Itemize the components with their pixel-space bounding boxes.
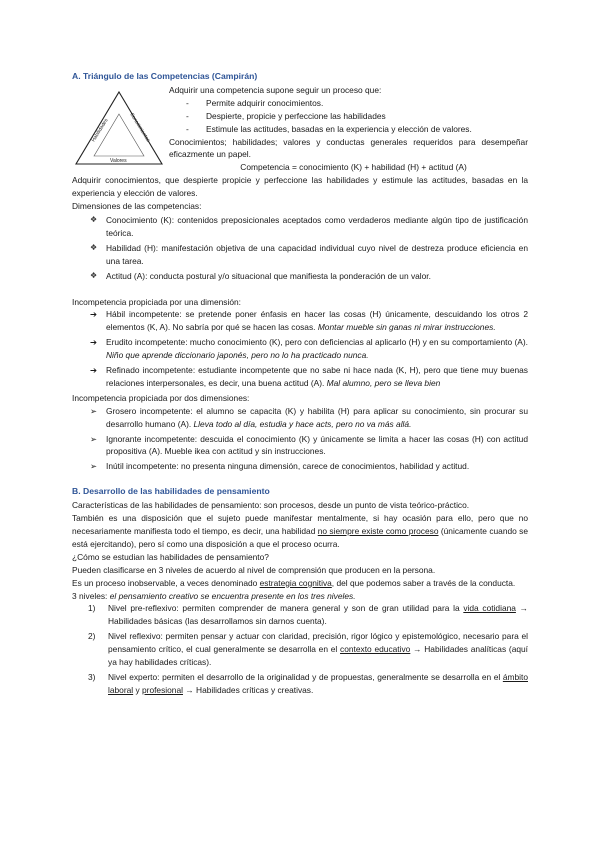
dimension-text: Conocimiento (K): contenidos preposicionales aceptados como verdaderos mediante algún tipo de justificación teórica.: [106, 214, 528, 238]
triangle-intro-text: [167, 84, 528, 174]
triangle-base-label: Valores: [110, 157, 127, 164]
example-text: Niño que aprende diccionario japonés, pero no lo ha practicado nunca.: [106, 350, 369, 361]
arrow-bullet-icon: ➔: [90, 365, 98, 376]
level-item: 2) Nivel reflexivo: permiten pensar y actuar con claridad, precisión, rigor lógico y epistemológico, necesario para el pensamiento crítico, el cual generalmente se desarrolla en el contexto educativo → Habilidades analíticas (aquí ya hay habilidades críticas).: [88, 631, 528, 668]
levels-list: [72, 602, 528, 696]
process-item: - Despierte, propicie y perfeccione las habilidades: [186, 110, 528, 123]
process-intro: Adquirir una competencia supone seguir un proceso que:: [169, 84, 382, 95]
incompetence-item: ➢ Grosero incompetente: el alumno se capacita (K) y habilita (H) para aplicar su conocimiento, sin procurar su desarrollo humano (A). Lleva todo al día, estudia y hace acts, pero no va más allá.: [90, 405, 528, 429]
level-item: 3) Nivel experto: permiten el desarrollo de la originalidad y de propuestas, generalmente se desarrolla en el ámbito laboral y profesional → Habilidades críticas y creativas.: [88, 671, 528, 695]
triangle-intro-block: [72, 84, 528, 174]
incompetence-item: ➔ Refinado incompetente: estudiante incompetente que no sabe ni hace nada (K, H), pero que tiene muy buenas relaciones interpersonales, es decir, una buena actitud (A). Mal alumno, pero se lleva bien: [90, 365, 528, 388]
competence-definition: Conocimientos; habilidades; valores y conductas generales requeridos para desempeñar eficazmente un papel.: [169, 136, 528, 160]
diamond-bullet-icon: ❖: [90, 270, 98, 280]
skills-classification: Pueden clasificarse en 3 niveles de acuerdo al nivel de comprensión que producen en la persona.: [72, 564, 436, 575]
triangle-left-label: Habilidades: [90, 117, 110, 143]
dimension-item: [90, 270, 528, 283]
skills-question: ¿Cómo se estudian las habilidades de pensamiento?: [72, 551, 269, 562]
arrow-bullet-icon: ➔: [90, 309, 98, 320]
two-dimension-title: Incompetencia propiciada por dos dimensiones:: [72, 392, 250, 403]
example-text: Montar mueble sin ganas ni mirar instrucciones.: [317, 322, 496, 333]
competence-summary: Adquirir conocimientos, que despierte propicie y perfeccione las habilidades y estimule las actitudes, basadas en la experiencia y elección de valores.: [72, 175, 528, 199]
dimensions-title: Dimensiones de las competencias:: [72, 201, 202, 212]
section-a-heading: A. Triángulo de las Competencias (Campirán): [72, 71, 258, 81]
chevron-bullet-icon: ➢: [90, 433, 98, 444]
incompetence-item: ➔ Erudito incompetente: mucho conocimiento (K), pero con deficiencias al aplicarlo (H) y en su comportamiento (A). Niño que aprende diccionario japonés, pero no lo ha practicado nunca.: [90, 337, 528, 361]
dimensions-list: [72, 214, 528, 283]
process-item: - Estimule las actitudes, basadas en la experiencia y elección de valores.: [186, 123, 528, 136]
process-item: - Permite adquirir conocimientos.: [186, 97, 528, 110]
example-text: Mal alumno, pero se lleva bien: [326, 377, 441, 388]
dimension-item: [90, 214, 528, 240]
one-dimension-title: Incompetencia propiciada por una dimensión:: [72, 296, 242, 307]
process-list: [169, 97, 528, 136]
incompetence-item: ➢ Ignorante incompetente: descuida el conocimiento (K) y únicamente se limita a hacer las cosas (H) con actitud propositiva (A). Mueble ikea con actitud y sin instrucciones.: [90, 433, 528, 457]
competence-formula: Competencia = conocimiento (K) + habilidad (H) + actitud (A): [240, 162, 467, 173]
example-text: Lleva todo al día, estudia y hace acts, pero no va más allá.: [193, 418, 412, 429]
dimension-text: Actitud (A): conducta postural y/o situacional que manifiesta la ponderación de un valor.: [106, 270, 431, 281]
skills-process: Es un proceso inobservable, a veces denominado estrategia cognitiva, del que podemos saber a través de la conducta.: [72, 577, 516, 588]
two-dimension-list: [72, 405, 528, 474]
triangle-right-label: Conocimientos: [128, 111, 151, 144]
levels-intro: 3 niveles: el pensamiento creativo se encuentra presente en los tres niveles.: [72, 590, 356, 601]
arrow-bullet-icon: ➔: [90, 337, 98, 348]
incompetence-item: ➔ Hábil incompetente: se pretende poner énfasis en hacer las cosas (H) únicamente, descuidando los otros 2 elementos (K, A). No sabría por qué se hacen las cosas. Montar mueble sin ganas ni mirar instrucciones.: [90, 309, 528, 333]
diamond-bullet-icon: ❖: [90, 242, 98, 252]
level-item: 1) Nivel pre-reflexivo: permiten comprender de manera general y son de gran utilidad para la vida cotidiana → Habilidades básicas (las desarrollamos sin darnos cuenta).: [88, 603, 528, 627]
competence-triangle-diagram: [72, 84, 167, 170]
skills-disposition: También es una disposición que el sujeto puede manifestar mentalmente, si hay ocasión para ello, pero que no necesariamente manifiesta todo el tiempo, es decir, una habilidad no siempre existe como proceso (únicamente cuando se está ejercitando), pero sí como una disposición a que el proceso ocurra.: [72, 513, 529, 549]
dimension-item: [90, 242, 528, 268]
diamond-bullet-icon: ❖: [90, 214, 98, 224]
incompetence-item: ➢ Inútil incompetente: no presenta ninguna dimensión, carece de conocimientos, habilidad y actitud.: [90, 461, 470, 472]
section-b-heading: B. Desarrollo de las habilidades de pensamiento: [72, 486, 270, 497]
chevron-bullet-icon: ➢: [90, 461, 98, 472]
chevron-bullet-icon: ➢: [90, 405, 98, 416]
one-dimension-list: [72, 308, 528, 389]
dimension-text: Habilidad (H): manifestación objetiva de una capacidad individual cuyo nivel de destreza produce eficiencia en una tarea.: [106, 242, 528, 266]
skills-characteristics: Características de las habilidades de pensamiento: son procesos, desde un punto de vista teórico-práctico.: [72, 500, 470, 511]
